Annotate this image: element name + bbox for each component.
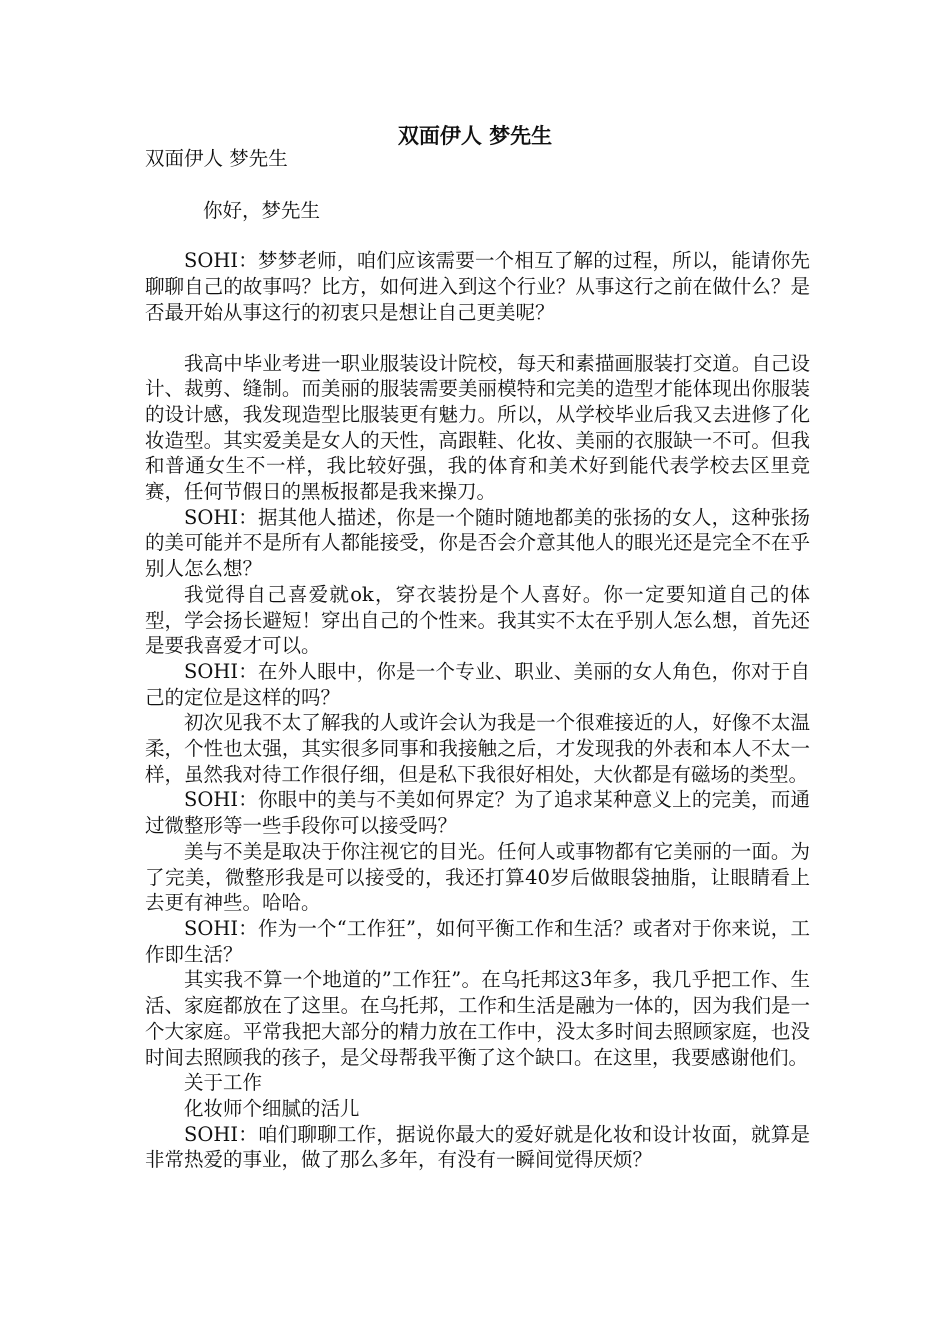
interview-question: SOHI：在外人眼中，你是一个专业、职业、美丽的女人角色，你对于自己的定位是这样的吗？ bbox=[145, 659, 810, 709]
interview-question: SOHI：据其他人描述，你是一个随时随地都美的张扬的女人，这种张扬的美可能并不是所有人都能接受，你是否会介意其他人的眼光还是完全不在乎别人怎么想？ bbox=[145, 505, 810, 581]
interview-question: SOHI：梦梦老师，咱们应该需要一个相互了解的过程，所以，能请你先聊聊自己的故事吗？比方，如何进入到这个行业？从事这行之前在做什么？是否最开始从事这行的初衷只是想让自己更美呢？ bbox=[145, 249, 810, 324]
interview-answer: 其实我不算一个地道的”工作狂”。在乌托邦这3年多，我几乎把工作、生活、家庭都放在了这里。在乌托邦，工作和生活是融为一体的，因为我们是一个大家庭。平常我把大部分的精力放在工作中，没太多时间去照顾家庭，也没时间去照顾我的孩子，是父母帮我平衡了这个缺口。在这里，我要感谢他们。 bbox=[145, 968, 810, 1069]
interview-question: SOHI：作为一个“工作狂”，如何平衡工作和生活？或者对于你来说，工作即生活？ bbox=[145, 916, 810, 966]
greeting-line: 你好，梦先生 bbox=[203, 198, 321, 222]
interview-question: SOHI：你眼中的美与不美如何界定？为了追求某种意义上的完美，而通过微整形等一些手段你可以接受吗？ bbox=[145, 788, 810, 838]
document-subtitle: 双面伊人 梦先生 bbox=[145, 147, 288, 170]
interview-answer: 美与不美是取决于你注视它的目光。任何人或事物都有它美丽的一面。为了完美，微整形我是可以接受的，我还打算40岁后做眼袋抽脂，让眼睛看上去更有神些。哈哈。 bbox=[145, 839, 810, 915]
section-subheading: 化妆师个细腻的活儿 bbox=[184, 1096, 360, 1120]
document-body bbox=[145, 146, 810, 1173]
interview-answer: 初次见我不太了解我的人或许会认为我是一个很难接近的人，好像不太温柔，个性也太强，其实很多同事和我接触之后，才发现我的外表和本人不太一样，虽然我对待工作很仔细，但是私下我很好相处，大伙都是有磁场的类型。 bbox=[145, 711, 810, 786]
document-title: 双面伊人 梦先生 bbox=[397, 124, 553, 148]
section-heading: 关于工作 bbox=[184, 1071, 263, 1095]
interview-answer: 我觉得自己喜爱就ok，穿衣装扮是个人喜好。你一定要知道自己的体型，学会扬长避短！穿出自己的个性来。我其实不太在乎别人怎么想，首先还是要我喜爱才可以。 bbox=[145, 582, 810, 658]
interview-answer: 我高中毕业考进一职业服装设计院校，每天和素描画服装打交道。自己设计、裁剪、缝制。而美丽的服装需要美丽模特和完美的造型才能体现出你服装的设计感，我发现造型比服装更有魅力。所以，从学校毕业后我又去进修了化妆造型。其实爱美是女人的天性，高跟鞋、化妆、美丽的衣服缺一不可。但我和普通女生不一样，我比较好强，我的体育和美术好到能代表学校去区里竞赛，任何节假日的黑板报都是我来操刀。 bbox=[145, 351, 810, 504]
interview-question: SOHI：咱们聊聊工作，据说你最大的爱好就是化妆和设计妆面，就算是非常热爱的事业，做了那么多年，有没有一瞬间觉得厌烦？ bbox=[145, 1122, 810, 1172]
